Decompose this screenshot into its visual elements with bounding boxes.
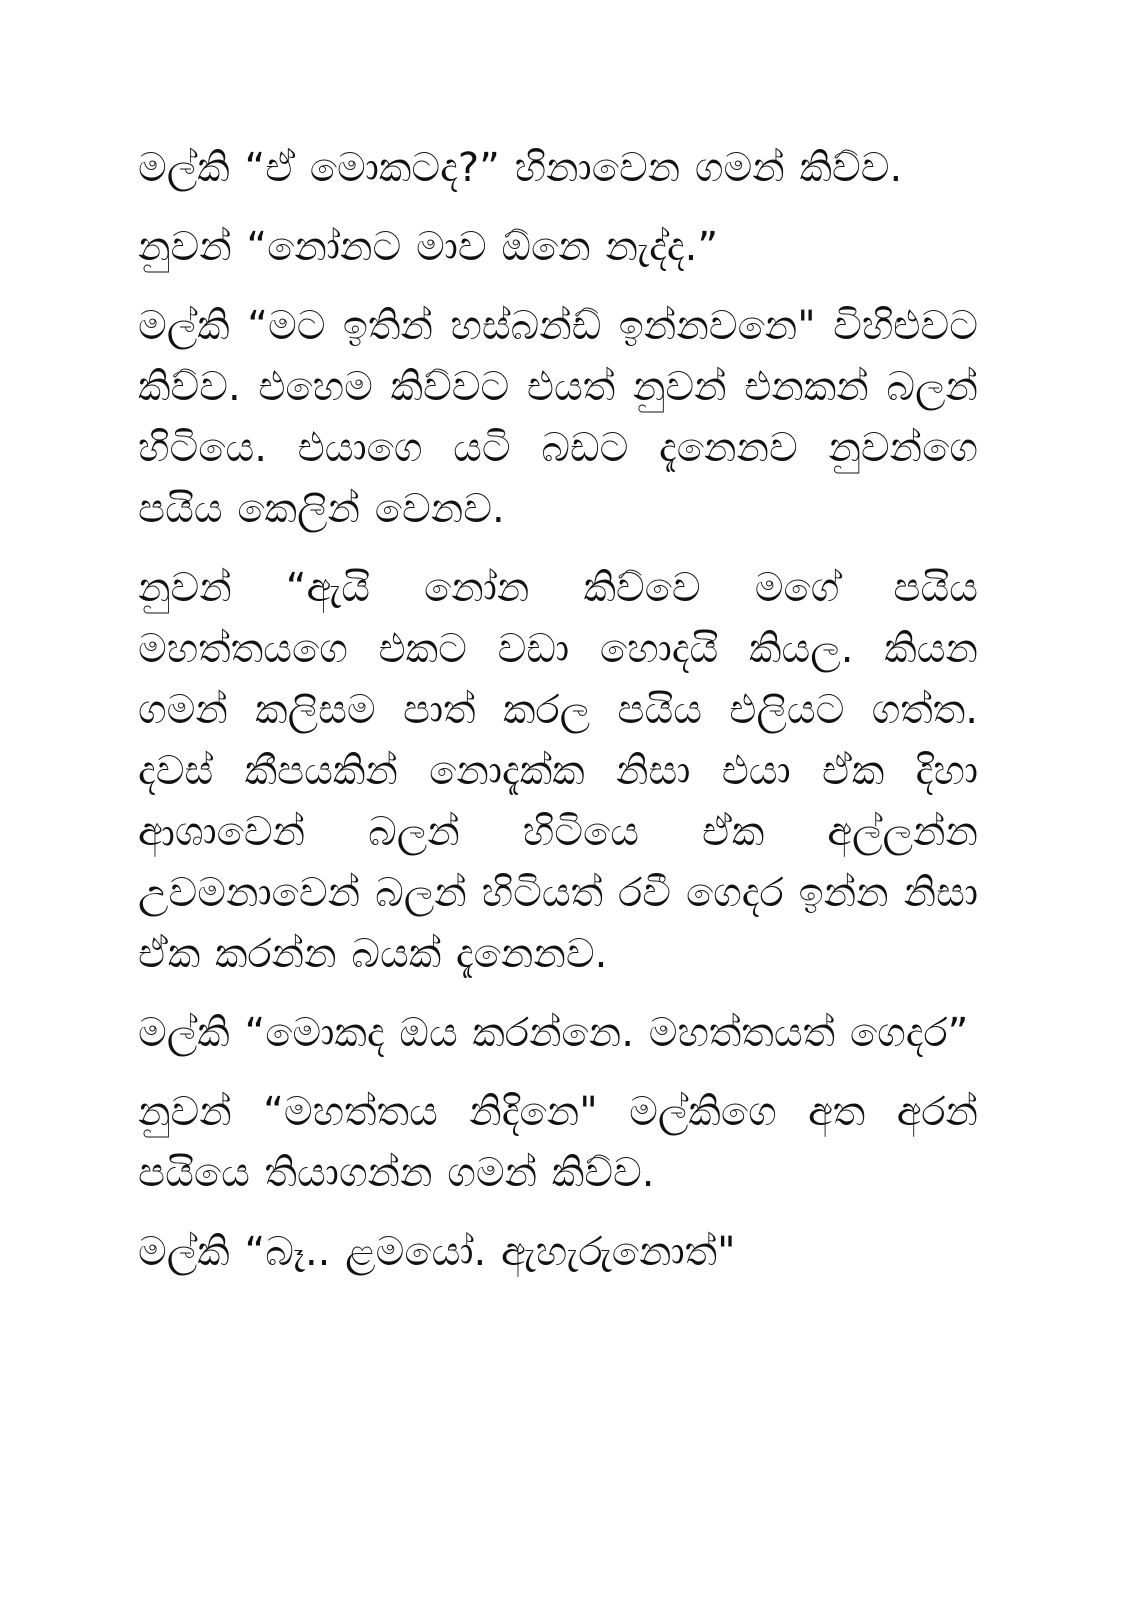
- paragraph-3: මල්කි “මට ඉතින් හස්බන්ඩ් ඉන්නවනෙ" විහිළුවට කිව්ව. එහෙම කිව්වට එයත් නුවන් එනකන් බලන් හිටියෙ. එයාගෙ යටි බඩට දැනෙනව නුවන්ගෙ පයිය කෙලින් වෙනව.: [138, 303, 978, 532]
- paragraph-5: මල්කි “මොකද ඔය කරන්නෙ. මහත්තයත් ගෙදර”: [138, 1010, 969, 1056]
- document-page: [138, 138, 978, 1301]
- paragraph-1: මල්කි “ඒ මොකටද?” හිනාවෙන ගමන් කිව්ව.: [138, 145, 903, 191]
- paragraph-6: නුවන් “මහත්තය නිදිනෙ" මල්කිගෙ අත අරන් පයියෙ තියාගන්න ගමන් කිව්ව.: [138, 1089, 978, 1196]
- paragraph-4: නුවන් “ඇයි නෝන කිව්වෙ මගේ පයිය මහත්තයගෙ එකට වඩා හොදයි කියල. කියන ගමන් කලිසම පාත් කරල පයිය එලියට ගත්ත. දවස් කීපයකින් නොදැක්ක නිසා එයා ඒක දිහා ආශාවෙන් බලන් හිටියෙ ඒක අල්ලන්න උවමනාවෙන් බලන් හිටියත් රවී ගෙදර ඉන්න නිසා ඒක කරන්න බයක් දැනෙනව.: [138, 565, 978, 977]
- paragraph-7: මල්කි “බෑ.. ළමයෝ. ඇහැරුනොත්": [138, 1229, 736, 1275]
- paragraph-2: නුවන් “නෝනට මාව ඕනෙ නැද්ද.”: [138, 224, 719, 270]
